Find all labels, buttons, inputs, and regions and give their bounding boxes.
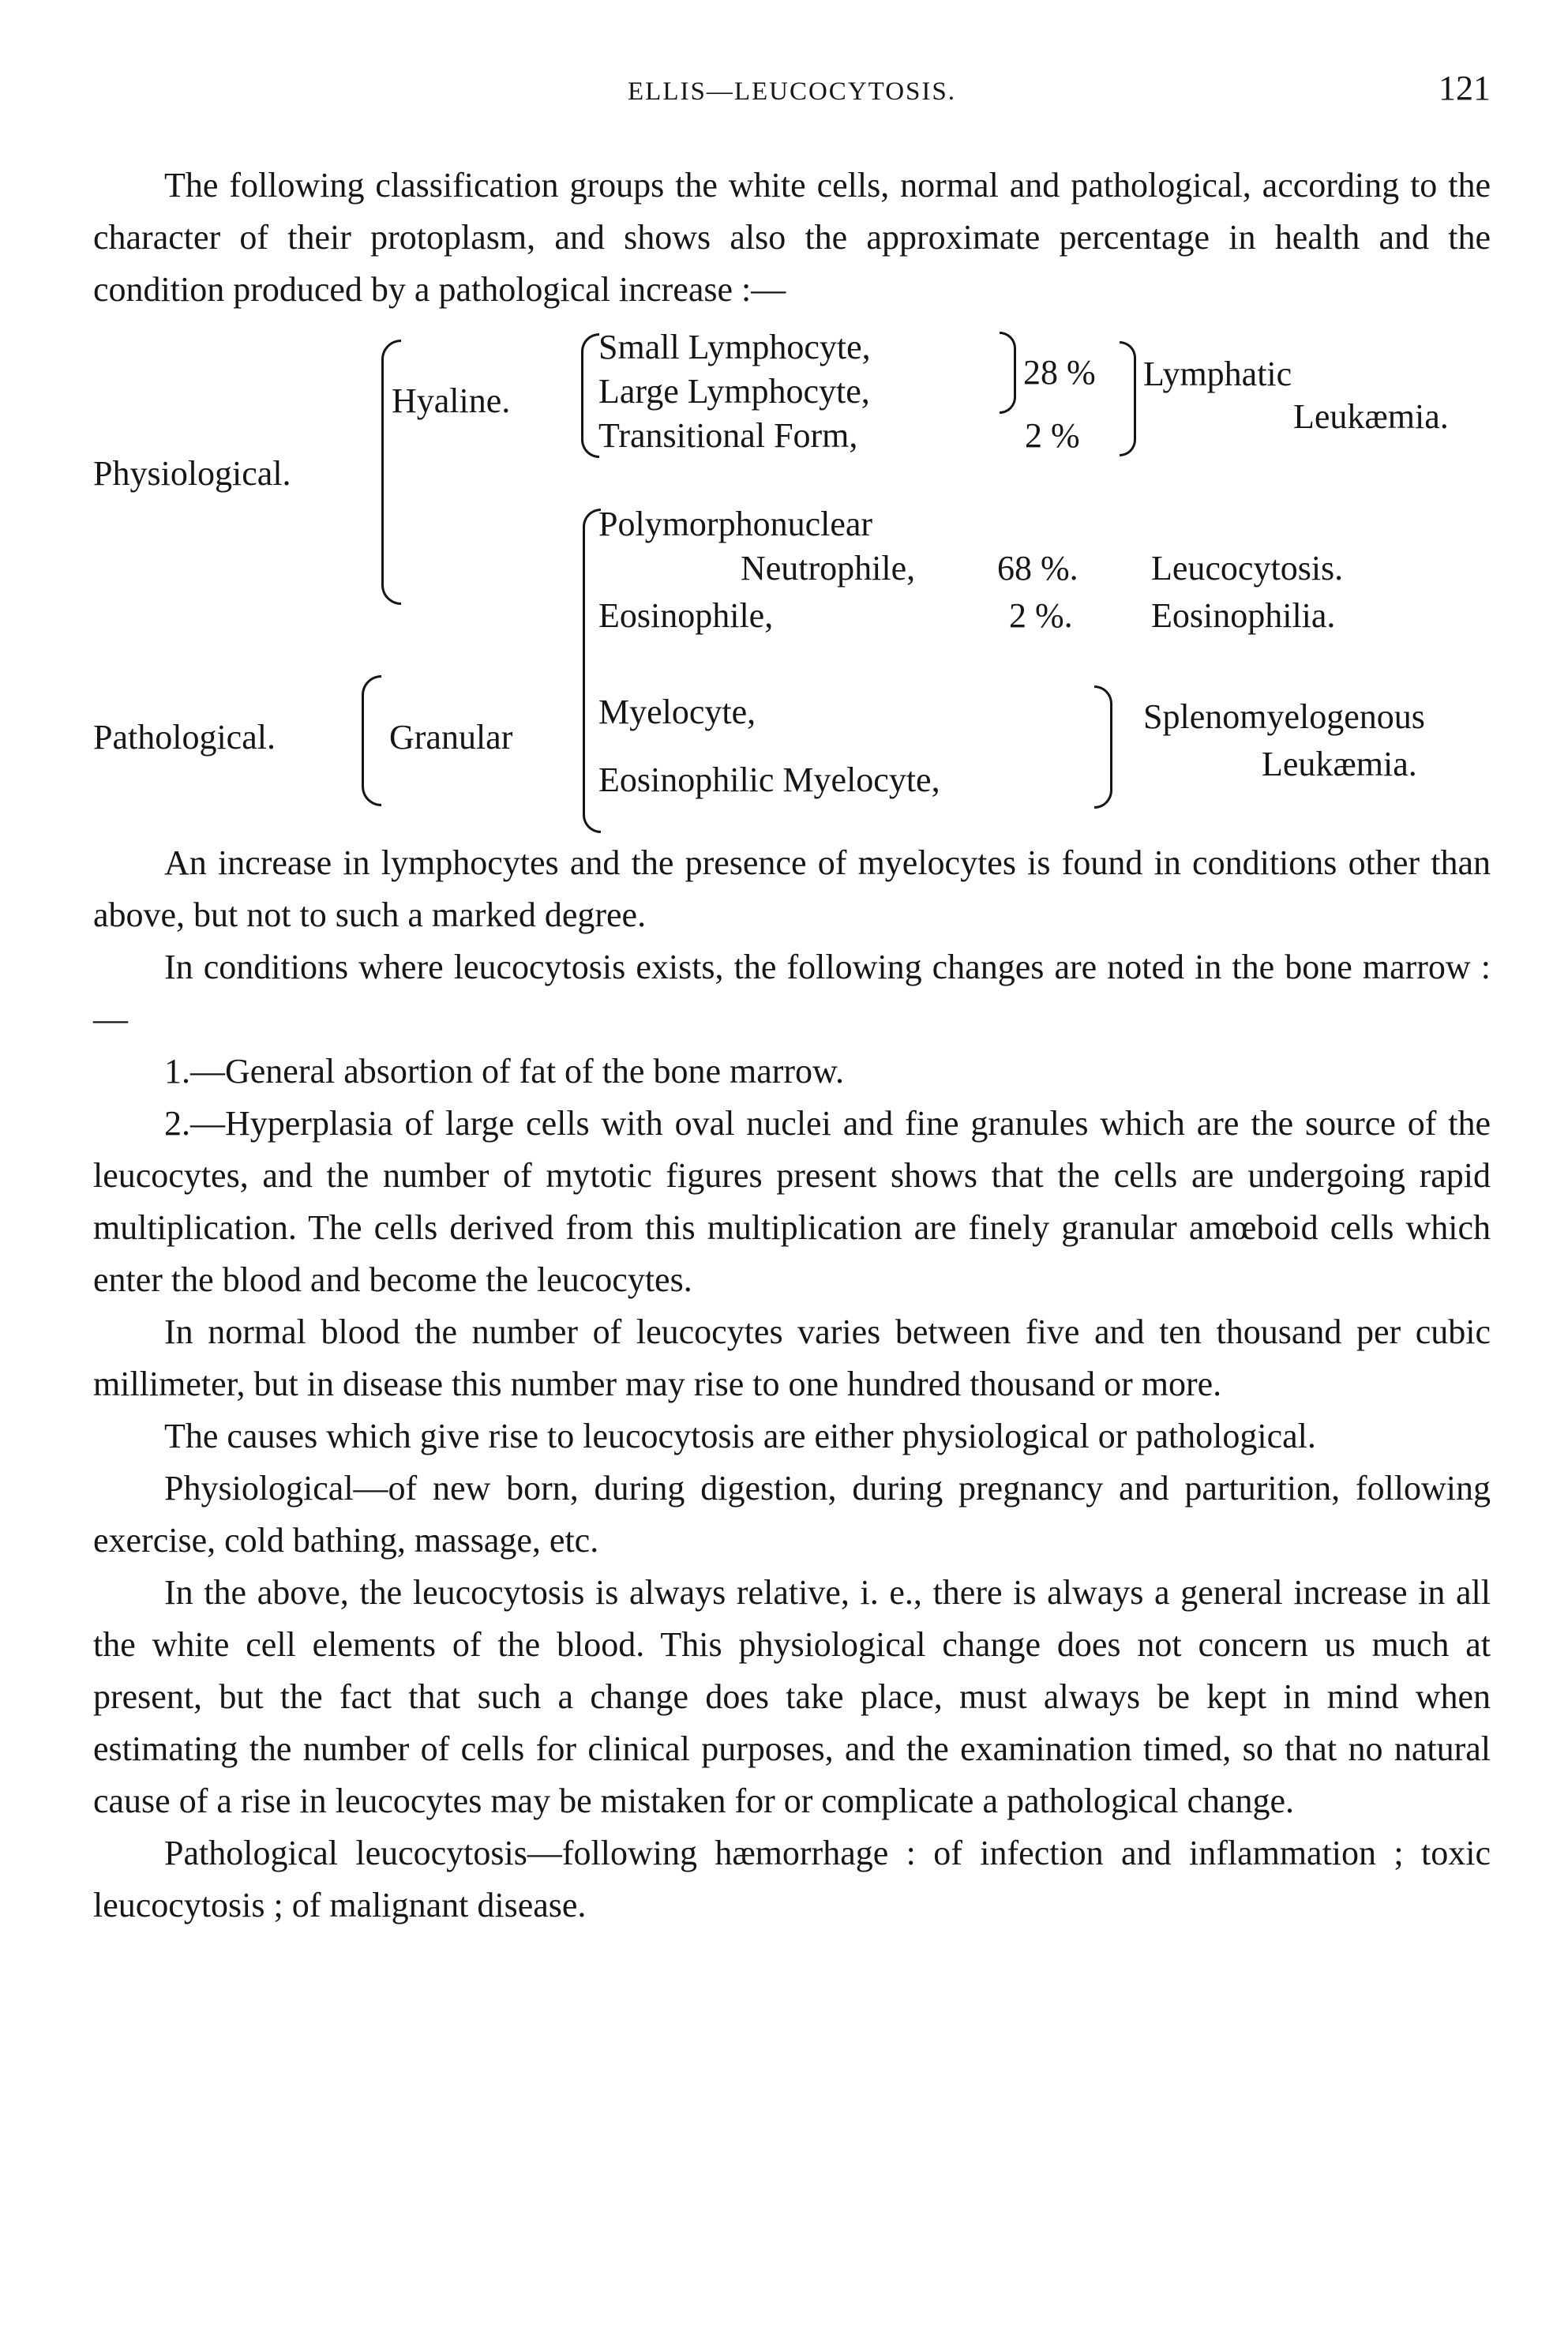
myelocyte: Myelocyte, — [598, 693, 756, 731]
page-number: 121 — [1439, 69, 1491, 107]
eosinophilic-myelocyte: Eosinophilic Myelocyte, — [598, 760, 940, 799]
splenomyelogenous-label: Splenomyelogenous — [1143, 697, 1425, 736]
eosinophilia-label: Eosinophilia. — [1151, 596, 1336, 635]
eosinophile-percentage: 2 %. — [1009, 596, 1073, 635]
pathological-brace — [362, 675, 381, 806]
hyaline-brace — [581, 333, 599, 458]
myelocyte-brace — [1094, 685, 1112, 809]
lymphatic-brace — [1120, 341, 1136, 456]
hyaline-label: Hyaline. — [392, 381, 511, 420]
transitional-form: Transitional Form, — [598, 416, 858, 455]
polymorphonuclear: Polymorphonuclear — [598, 505, 873, 543]
list-item-hyperplasia: 2.—Hyperplasia of large cells with oval nuclei and fine granules which are the source of the leucocytes, and the number of mytotic figures present shows that the cells are undergoing rapid multiplication. The cells derived from this multiplication are finely granular amœboid cells which enter the blood and become the leucocytes. — [93, 1104, 1491, 1299]
running-head: ELLIS—LEUCOCYTOSIS. — [628, 77, 956, 106]
paragraph-causes: The causes which give rise to leucocytosis are either physiological or pathological. — [164, 1417, 1316, 1455]
neutrophile: Neutrophile, — [741, 549, 916, 588]
page-header — [93, 68, 1491, 123]
list-item-absortion: 1.—General absortion of fat of the bone marrow. — [164, 1052, 844, 1091]
paragraph-physiological: Physiological—of new born, during digestion, during pregnancy and parturition, following exercise, cold bathing, massage, etc. — [93, 1469, 1491, 1560]
paragraph-normal-blood: In normal blood the number of leucocytes varies between five and ten thousand per cubic millimeter, but in disease this number may rise to one hundred thousand or more. — [93, 1312, 1491, 1403]
pathological-label: Pathological. — [93, 718, 276, 757]
leukaemia-label-1: Leukæmia. — [1293, 397, 1449, 436]
large-lymphocyte: Large Lymphocyte, — [598, 372, 870, 411]
granular-label: Granular — [389, 718, 513, 757]
body-text — [93, 160, 1491, 1932]
neutrophile-percentage: 68 %. — [997, 549, 1078, 588]
lymphocyte-percentage: 28 % — [1023, 353, 1096, 392]
classification-table — [93, 316, 1491, 837]
paragraph-relative: In the above, the leucocytosis is always relative, i. e., there is always a general increase in all the white cell elements of the blood. This physiological change does not concern us much at present, but the fact that such a change does take place, must always be kept in mind when estimating the number of cells for clinical purposes, and the examination timed, so that no natural cause of a rise in leucocytes may be mistaken for or complicate a pathological change. — [93, 1573, 1491, 1820]
paragraph-bone-marrow: In conditions where leucocytosis exists, the following changes are noted in the bone marrow :— — [93, 948, 1491, 1038]
paragraph-pathological: Pathological leucocytosis—following hæmorrhage : of infection and inflammation ; toxic leucocytosis ; of malignant disease. — [93, 1834, 1491, 1924]
leucocytosis-label: Leucocytosis. — [1151, 549, 1344, 588]
eosinophile: Eosinophile, — [598, 596, 774, 635]
small-lymphocyte: Small Lymphocyte, — [598, 328, 871, 366]
transitional-percentage: 2 % — [1025, 416, 1080, 455]
lymphocyte-brace — [1000, 332, 1016, 414]
physiological-label: Physiological. — [93, 454, 291, 493]
leukaemia-label-2: Leukæmia. — [1262, 745, 1417, 783]
intro-paragraph: The following classification groups the white cells, normal and pathological, according to the character of their protoplasm, and shows also the approximate percentage in health and the condition produced by a pathological increase :— — [93, 166, 1491, 309]
paragraph-increase-lymphocytes: An increase in lymphocytes and the presence of myelocytes is found in conditions other than above, but not to such a marked degree. — [93, 843, 1491, 934]
lymphatic-label: Lymphatic — [1143, 355, 1292, 393]
